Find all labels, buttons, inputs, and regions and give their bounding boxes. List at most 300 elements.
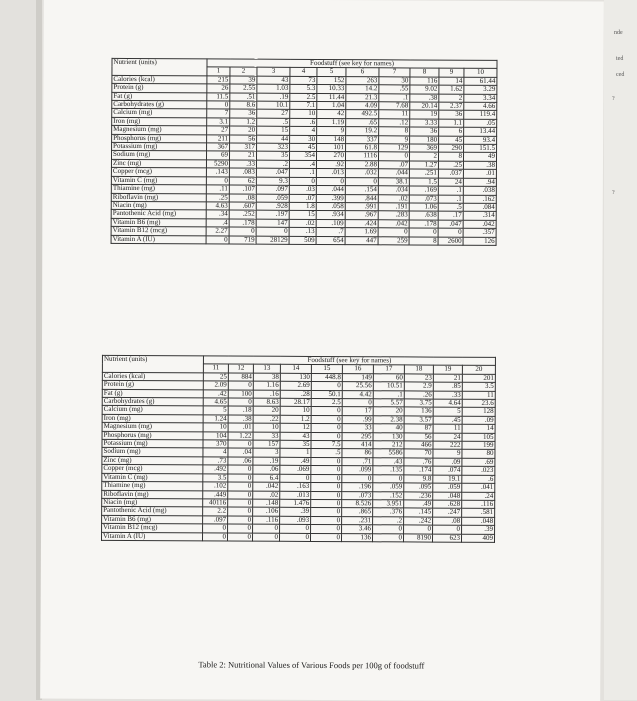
value-cell: .6: [462, 475, 495, 484]
value-cell: .73: [203, 457, 228, 466]
value-cell: .2: [256, 160, 289, 169]
value-cell: 0: [311, 457, 342, 466]
value-cell: 0: [228, 491, 253, 500]
column-header: 9: [439, 69, 464, 78]
nutrient-label: Sodium (mg): [111, 151, 206, 160]
group-header: Foodstuff (see key for names): [207, 59, 497, 69]
document-page: [40, 0, 604, 701]
column-header: 17: [373, 365, 404, 374]
value-cell: 35: [280, 440, 311, 449]
value-cell: 2.88: [345, 160, 378, 169]
value-cell: 317: [230, 143, 257, 152]
value-cell: 9.02: [410, 85, 439, 94]
value-cell: 0: [311, 499, 342, 508]
value-cell: .376: [373, 508, 404, 517]
value-cell: .69: [462, 458, 495, 467]
value-cell: 10: [253, 423, 280, 432]
value-cell: .581: [462, 509, 495, 518]
value-cell: 0: [311, 382, 342, 391]
value-cell: .102: [203, 482, 228, 491]
value-cell: 9.3: [256, 177, 289, 186]
value-cell: 0: [311, 516, 342, 525]
value-cell: 11: [462, 391, 495, 400]
value-cell: 2.69: [280, 382, 311, 391]
value-cell: 0: [311, 491, 342, 500]
value-cell: .1: [379, 93, 410, 102]
nutrient-label: Carbohydrates (g): [112, 100, 207, 109]
value-cell: .607: [229, 202, 256, 211]
value-cell: .85: [433, 382, 462, 391]
column-header: 5: [317, 68, 346, 77]
table-row: [111, 235, 496, 245]
value-cell: 0: [228, 516, 253, 525]
value-cell: .12: [379, 119, 410, 128]
value-cell: .55: [379, 85, 410, 94]
value-cell: .247: [433, 508, 462, 517]
value-cell: .048: [462, 517, 495, 526]
value-cell: 11: [433, 424, 462, 433]
value-cell: 0: [342, 474, 373, 483]
value-cell: 10.33: [317, 85, 346, 94]
value-cell: 1.5: [409, 178, 438, 187]
value-cell: .28: [280, 390, 311, 399]
value-cell: 1.27: [409, 161, 438, 170]
value-cell: 0: [228, 440, 253, 449]
table-caption: Table 2: Nutritional Values of Various Foods per 100g of foodstuff: [198, 659, 425, 671]
column-header: 16: [342, 365, 373, 374]
value-cell: 5: [203, 406, 228, 415]
value-cell: 0: [311, 483, 342, 492]
value-cell: 2: [409, 152, 438, 161]
value-cell: 104: [203, 432, 228, 441]
value-cell: 25: [203, 373, 228, 382]
value-cell: 0: [228, 482, 253, 491]
value-cell: 136: [341, 533, 372, 542]
value-cell: 28.17: [280, 398, 311, 407]
value-cell: 409: [461, 534, 494, 543]
value-cell: .71: [342, 457, 373, 466]
value-cell: 0: [373, 525, 404, 534]
nutrient-label: Phosphorus (mg): [112, 134, 207, 143]
value-cell: 3.57: [404, 416, 433, 425]
value-cell: 19: [410, 110, 439, 119]
value-cell: 2.37: [439, 102, 464, 111]
column-header: 8: [410, 68, 439, 77]
value-cell: .283: [378, 211, 409, 220]
value-cell: 8.63: [253, 398, 280, 407]
value-cell: 180: [410, 136, 439, 145]
nutrient-label: Magnesium (mg): [102, 423, 203, 432]
column-header: 4: [290, 68, 317, 77]
margin-mark: ?: [612, 96, 615, 102]
value-cell: 86: [342, 449, 373, 458]
value-cell: 12: [280, 424, 311, 433]
value-cell: 126: [463, 237, 496, 246]
value-cell: .08: [433, 517, 462, 526]
value-cell: .492: [203, 465, 228, 474]
value-cell: 0: [433, 525, 462, 534]
value-cell: 212: [373, 441, 404, 450]
value-cell: .09: [433, 458, 462, 467]
value-cell: 0: [279, 533, 310, 542]
nutrient-label: Vitamin B6 (mg): [102, 515, 203, 524]
value-cell: 1.2: [280, 415, 311, 424]
value-cell: .084: [463, 203, 496, 212]
value-cell: 0: [202, 532, 227, 541]
value-cell: 199: [462, 441, 495, 450]
value-cell: 8.6: [230, 101, 257, 110]
value-cell: .042: [253, 482, 280, 491]
value-cell: 10: [203, 423, 228, 432]
value-cell: 0: [252, 533, 279, 542]
value-cell: .095: [404, 483, 433, 492]
margin-mark: nde: [614, 30, 623, 36]
value-cell: 36: [230, 109, 257, 118]
value-cell: .04: [228, 448, 253, 457]
value-cell: .09: [462, 416, 495, 425]
value-cell: .069: [280, 466, 311, 475]
value-cell: .33: [229, 160, 256, 169]
value-cell: 0: [311, 424, 342, 433]
nutrient-label: Fat (g): [112, 92, 207, 101]
value-cell: .099: [342, 466, 373, 475]
value-cell: .073: [409, 194, 438, 203]
value-cell: .058: [316, 202, 345, 211]
value-cell: 369: [410, 144, 439, 153]
value-cell: 10.51: [373, 382, 404, 391]
table-body: [102, 372, 496, 542]
nutrient-label: Vitamin C (mg): [111, 176, 206, 185]
value-cell: 70: [404, 449, 433, 458]
value-cell: 0: [207, 101, 230, 110]
value-cell: 105: [462, 433, 495, 442]
value-cell: .093: [280, 516, 311, 525]
nutrient-label: Calories (kcal): [102, 372, 203, 381]
value-cell: 45: [439, 136, 464, 145]
value-cell: .047: [438, 220, 463, 229]
value-cell: 0: [373, 474, 404, 483]
corner-label: Nutrient (units): [102, 355, 203, 372]
value-cell: 36: [439, 111, 464, 120]
value-cell: 2: [439, 94, 464, 103]
value-cell: 5: [433, 408, 462, 417]
value-cell: .145: [404, 508, 433, 517]
value-cell: 2.2: [203, 507, 228, 516]
nutrient-label: Thiamine (mg): [111, 184, 206, 193]
value-cell: .76: [404, 458, 433, 467]
value-cell: 3.46: [342, 525, 373, 534]
value-cell: .038: [463, 186, 496, 195]
value-cell: .148: [253, 499, 280, 508]
value-cell: .06: [253, 465, 280, 474]
value-cell: 623: [432, 534, 461, 543]
nutrient-label: Zinc (mg): [111, 159, 206, 168]
value-cell: .628: [433, 500, 462, 509]
value-cell: 20: [373, 407, 404, 416]
value-cell: .073: [342, 491, 373, 500]
value-cell: 0: [228, 465, 253, 474]
nutrient-label: Vitamin B6 (mg): [111, 218, 206, 227]
value-cell: 9: [433, 450, 462, 459]
value-cell: 19.1: [433, 475, 462, 484]
column-header: 7: [379, 68, 410, 77]
nutrient-label: Potassium (mg): [112, 142, 207, 151]
value-cell: .4: [206, 219, 229, 228]
value-cell: 2.55: [230, 84, 257, 93]
value-cell: .39: [280, 508, 311, 517]
nutrient-label: Thiamine (mg): [102, 481, 203, 490]
value-cell: 2.5: [311, 398, 342, 407]
value-cell: 0: [311, 508, 342, 517]
value-cell: .074: [433, 466, 462, 475]
value-cell: 93.4: [464, 136, 497, 145]
value-cell: 884: [228, 373, 253, 382]
value-cell: .116: [253, 516, 280, 525]
nutrient-label: Iron (mg): [112, 117, 207, 126]
nutrient-label: Vitamin B12 (mcg): [111, 227, 206, 236]
value-cell: 30: [290, 135, 317, 144]
value-cell: 7.68: [379, 102, 410, 111]
value-cell: .26: [404, 391, 433, 400]
value-cell: 20: [253, 407, 280, 416]
value-cell: 2.38: [373, 416, 404, 425]
value-cell: 136: [404, 407, 433, 416]
value-cell: 1.22: [228, 432, 253, 441]
value-cell: 0: [311, 466, 342, 475]
value-cell: .163: [280, 482, 311, 491]
value-cell: 56: [230, 135, 257, 144]
value-cell: 5.57: [373, 399, 404, 408]
value-cell: 1.8: [289, 202, 316, 211]
value-cell: 2600: [438, 237, 463, 246]
value-cell: 3.951: [373, 500, 404, 509]
nutrient-label: Vitamin B12 (mcg): [102, 523, 203, 532]
value-cell: 2.5: [290, 93, 317, 102]
value-cell: 201: [462, 374, 495, 383]
value-cell: 80: [462, 450, 495, 459]
value-cell: .06: [228, 457, 253, 466]
value-cell: .19: [257, 93, 290, 102]
value-cell: 654: [316, 236, 345, 245]
value-cell: .236: [404, 491, 433, 500]
value-cell: 323: [257, 143, 290, 152]
value-cell: 157: [253, 440, 280, 449]
nutrient-label: Copper (mcg): [102, 465, 203, 474]
value-cell: 27: [257, 110, 290, 119]
value-cell: 0: [228, 474, 253, 483]
column-header: 20: [462, 366, 495, 375]
value-cell: 147: [256, 219, 289, 228]
value-cell: 1.03: [257, 84, 290, 93]
nutrient-label: Sodium (mg): [102, 448, 203, 457]
value-cell: 0: [378, 152, 409, 161]
value-cell: 4.66: [464, 102, 497, 111]
value-cell: 8190: [403, 533, 432, 542]
value-cell: 0: [311, 474, 342, 483]
value-cell: 7: [207, 109, 230, 118]
nutrient-label: Protein (g): [112, 84, 207, 93]
value-cell: .25: [438, 161, 463, 170]
value-cell: .865: [342, 508, 373, 517]
value-cell: 2.27: [206, 227, 229, 236]
value-cell: .38: [228, 415, 253, 424]
value-cell: 5.3: [290, 85, 317, 94]
nutrition-table-1: [111, 58, 498, 246]
value-cell: 25.56: [342, 382, 373, 391]
value-cell: .5: [438, 203, 463, 212]
nutrient-label: Copper (mcg): [111, 168, 206, 177]
value-cell: 290: [439, 144, 464, 153]
value-cell: 101: [317, 144, 346, 153]
value-cell: .042: [463, 220, 496, 229]
value-cell: .178: [229, 219, 256, 228]
value-cell: 10: [290, 110, 317, 119]
value-cell: 448.8: [311, 373, 342, 382]
value-cell: .097: [256, 185, 289, 194]
value-cell: 21.3: [346, 93, 379, 102]
nutrient-label: Protein (g): [102, 381, 203, 390]
value-cell: 20: [230, 126, 257, 135]
nutrient-label: Pantothenic Acid (mg): [102, 507, 203, 516]
value-cell: 39: [230, 76, 257, 85]
value-cell: .6: [290, 118, 317, 127]
value-cell: .45: [433, 416, 462, 425]
value-cell: .22: [253, 415, 280, 424]
value-cell: 8: [379, 127, 410, 136]
value-cell: .991: [345, 203, 378, 212]
value-cell: 30: [379, 77, 410, 86]
value-cell: 4.64: [433, 399, 462, 408]
nutrient-label: Calcium (mg): [112, 109, 207, 118]
value-cell: 0: [372, 533, 403, 542]
value-cell: .25: [206, 193, 229, 202]
value-cell: 149: [342, 373, 373, 382]
value-cell: 211: [207, 135, 230, 144]
value-cell: .43: [373, 458, 404, 467]
value-cell: 33: [253, 432, 280, 441]
column-header: 14: [280, 365, 311, 374]
value-cell: 0: [227, 533, 252, 542]
value-cell: .059: [373, 483, 404, 492]
value-cell: 73: [290, 76, 317, 85]
value-cell: .314: [463, 212, 496, 221]
value-cell: .399: [316, 194, 345, 203]
value-cell: .042: [378, 220, 409, 229]
column-header: 2: [230, 67, 257, 76]
value-cell: .42: [203, 390, 228, 399]
value-cell: 9.8: [404, 475, 433, 484]
nutrient-label: Niacin (mg): [111, 201, 206, 210]
value-cell: 15: [257, 126, 290, 135]
value-cell: 0: [253, 524, 280, 533]
value-cell: 62: [229, 177, 256, 186]
nutrient-label: Vitamin C (mg): [102, 473, 203, 482]
value-cell: .032: [345, 169, 378, 178]
nutrition-table-2: [101, 355, 496, 543]
nutrient-label: Phosphorus (mg): [102, 431, 203, 440]
value-cell: 0: [342, 399, 373, 408]
value-cell: 43: [280, 432, 311, 441]
column-header: 15: [311, 365, 342, 374]
value-cell: 263: [346, 76, 379, 85]
value-cell: 5586: [373, 449, 404, 458]
value-cell: .116: [462, 500, 495, 509]
value-cell: .037: [438, 169, 463, 178]
value-cell: 3: [253, 449, 280, 458]
value-cell: 4.09: [346, 102, 379, 111]
value-cell: 0: [228, 524, 253, 533]
value-cell: 14: [462, 424, 495, 433]
margin-mark: ted: [616, 56, 624, 62]
value-cell: 370: [203, 440, 228, 449]
value-cell: 1: [280, 449, 311, 458]
value-cell: 28129: [256, 236, 289, 245]
value-cell: .174: [404, 466, 433, 475]
value-cell: 0: [316, 177, 345, 186]
value-cell: 0: [229, 227, 256, 236]
nutrient-label: Calories (kcal): [112, 75, 207, 84]
value-cell: 43: [257, 76, 290, 85]
value-cell: .178: [409, 220, 438, 229]
value-cell: .191: [378, 203, 409, 212]
value-cell: .106: [253, 507, 280, 516]
value-cell: .097: [203, 516, 228, 525]
value-cell: 1.19: [317, 118, 346, 127]
value-cell: 10.1: [257, 101, 290, 110]
value-cell: .05: [464, 119, 497, 128]
value-cell: 11: [379, 110, 410, 119]
value-cell: .02: [378, 194, 409, 203]
value-cell: .048: [433, 492, 462, 501]
nutrient-label: Potassium (mg): [102, 439, 203, 448]
value-cell: .152: [373, 491, 404, 500]
value-cell: 2.09: [203, 381, 228, 390]
value-cell: .65: [346, 118, 379, 127]
value-cell: 6.4: [253, 474, 280, 483]
value-cell: 9: [379, 135, 410, 144]
value-cell: .638: [409, 211, 438, 220]
value-cell: .38: [463, 161, 496, 170]
value-cell: .5: [257, 118, 290, 127]
value-cell: 0: [228, 499, 253, 508]
value-cell: 8.526: [342, 500, 373, 509]
value-cell: 3.29: [464, 85, 497, 94]
value-cell: 466: [404, 441, 433, 450]
value-cell: .13: [289, 227, 316, 236]
value-cell: 0: [228, 398, 253, 407]
value-cell: 69: [206, 151, 229, 160]
value-cell: 0: [378, 228, 409, 237]
value-cell: 8: [409, 236, 438, 245]
value-cell: .19: [253, 457, 280, 466]
value-cell: 5290: [206, 160, 229, 169]
value-cell: 1116: [345, 152, 378, 161]
value-cell: .07: [289, 194, 316, 203]
nutrient-label: Vitamin A (IU): [111, 235, 206, 244]
nutrient-label: Riboflavin (mg): [111, 193, 206, 202]
value-cell: .49: [280, 457, 311, 466]
value-cell: 0: [256, 227, 289, 236]
column-header: 3: [257, 68, 290, 77]
value-cell: 24: [438, 178, 463, 187]
value-cell: 50.1: [311, 390, 342, 399]
value-cell: 45: [290, 143, 317, 152]
column-header: 13: [253, 365, 280, 374]
value-cell: .059: [256, 194, 289, 203]
value-cell: 36: [410, 127, 439, 136]
value-cell: .013: [316, 169, 345, 178]
value-cell: .047: [256, 168, 289, 177]
